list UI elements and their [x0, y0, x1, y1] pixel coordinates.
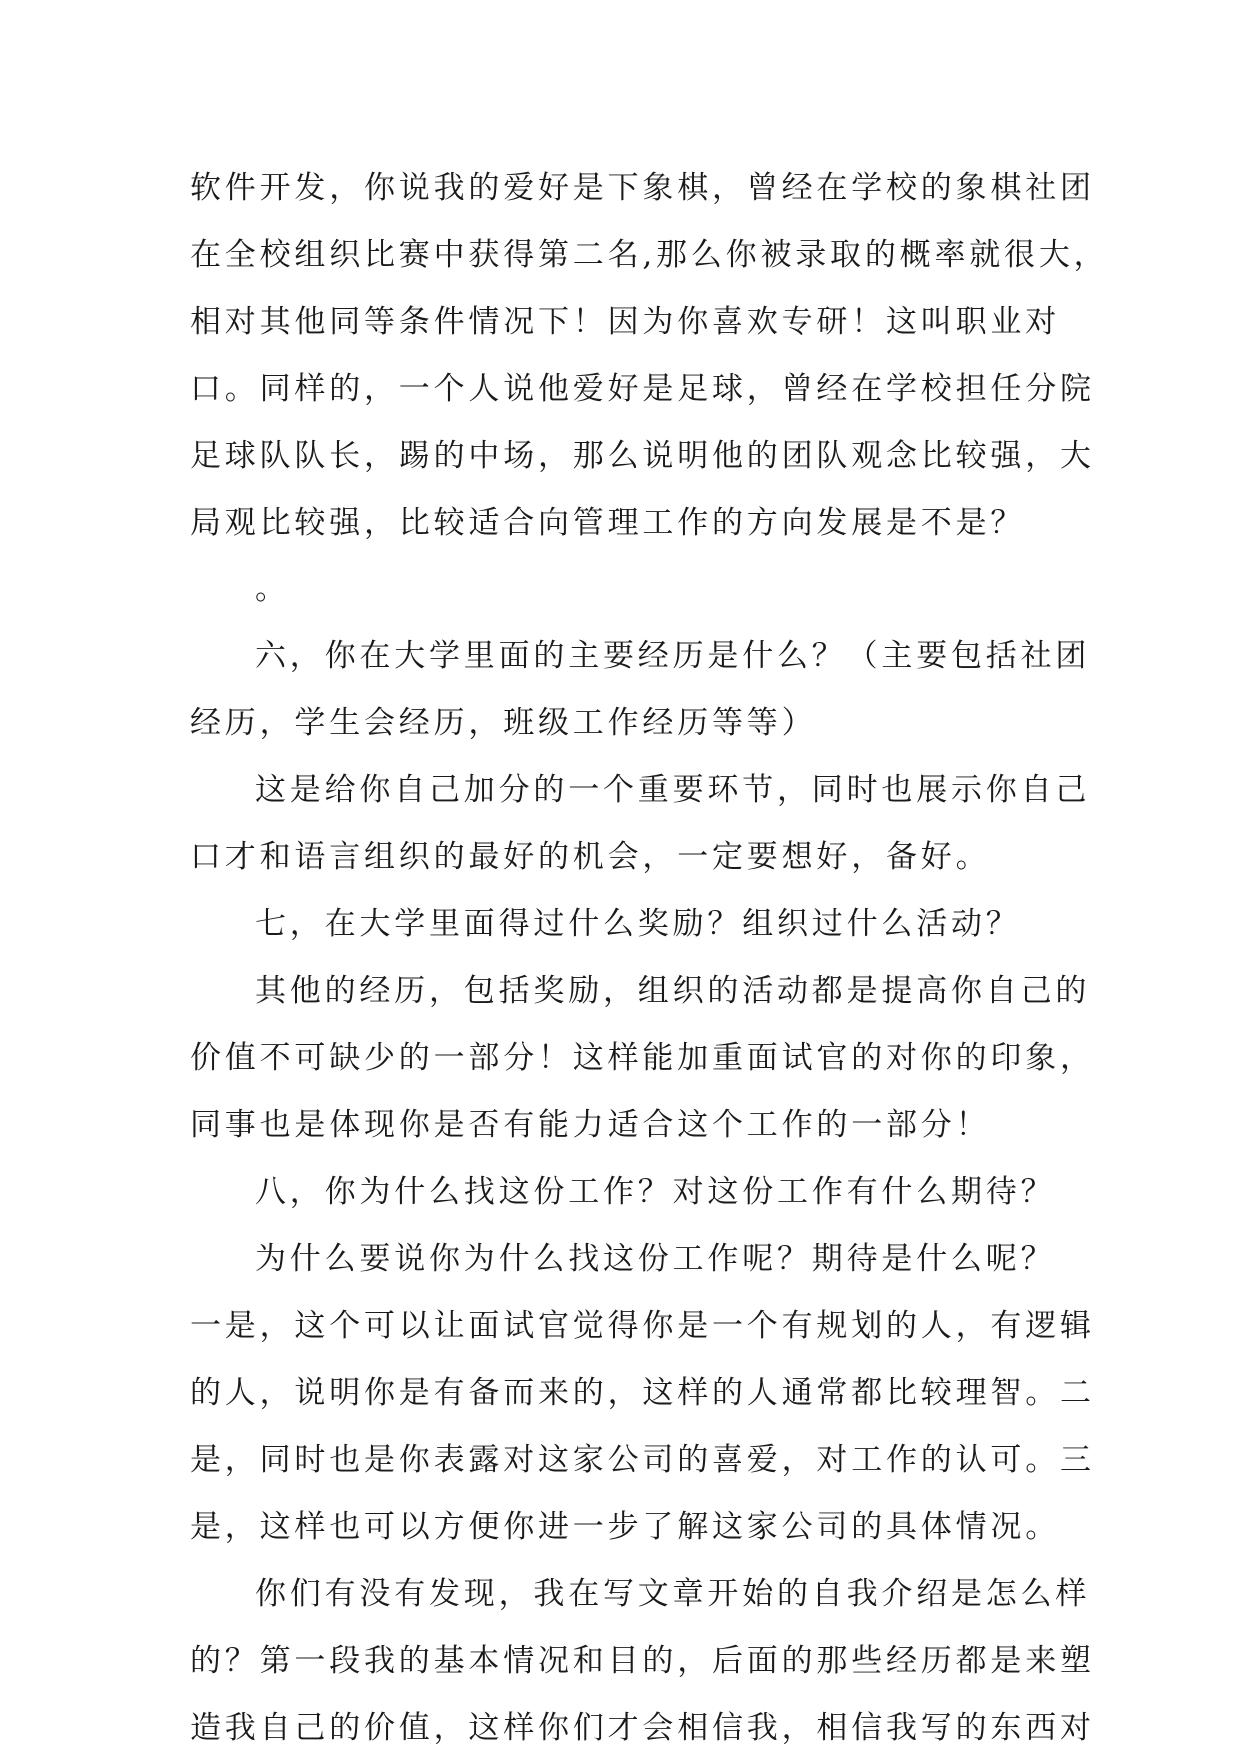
text-line: 你们有没有发现，我在写文章开始的自我介绍是怎么样	[255, 1576, 1091, 1612]
text-line: 口才和语言组织的最好的机会，一定要想好，备好。	[190, 839, 991, 875]
text-line: 在全校组织比赛中获得第二名,那么你被录取的概率就很大，	[190, 237, 1109, 273]
section-heading: 七，在大学里面得过什么奖励？组织过什么活动？	[255, 906, 1021, 942]
text-line: 局观比较强，比较适合向管理工作的方向发展是不是？	[190, 505, 1026, 541]
text-line: 相对其他同等条件情况下！因为你喜欢专研！这叫职业对	[190, 304, 1060, 340]
text-line: 的人，说明你是有备而来的，这样的人通常都比较理智。二	[190, 1375, 1095, 1411]
text-line: 是，这样也可以方便你进一步了解这家公司的具体情况。	[190, 1509, 1060, 1545]
text-line: 这是给你自己加分的一个重要环节，同时也展示你自己	[255, 772, 1091, 808]
text-line: 一是，这个可以让面试官觉得你是一个有规划的人，有逻辑	[190, 1308, 1095, 1344]
text-line: 口。同样的，一个人说他爱好是足球，曾经在学校担任分院	[190, 371, 1095, 407]
text-line: 同事也是体现你是否有能力适合这个工作的一部分！	[190, 1107, 991, 1143]
section-heading: 八，你为什么找这份工作？对这份工作有什么期待？	[255, 1174, 1056, 1210]
text-line: 。	[255, 571, 290, 607]
text-line: 是，同时也是你表露对这家公司的喜爱，对工作的认可。三	[190, 1442, 1095, 1478]
section-heading: 六，你在大学里面的主要经历是什么？（主要包括社团	[255, 638, 1091, 674]
text-line: 造我自己的价值，这样你们才会相信我，相信我写的东西对	[190, 1710, 1095, 1746]
text-line: 其他的经历，包括奖励，组织的活动都是提高你自己的	[255, 973, 1091, 1009]
text-line: 经历，学生会经历，班级工作经历等等）	[190, 705, 817, 741]
text-line: 的？第一段我的基本情况和目的，后面的那些经历都是来塑	[190, 1643, 1095, 1679]
text-line: 足球队队长，踢的中场，那么说明他的团队观念比较强，大	[190, 438, 1095, 474]
text-line: 为什么要说你为什么找这份工作呢？期待是什么呢？	[255, 1241, 1056, 1277]
text-line: 软件开发，你说我的爱好是下象棋，曾经在学校的象棋社团	[190, 170, 1095, 206]
text-line: 价值不可缺少的一部分！这样能加重面试官的对你的印象，	[190, 1040, 1095, 1076]
